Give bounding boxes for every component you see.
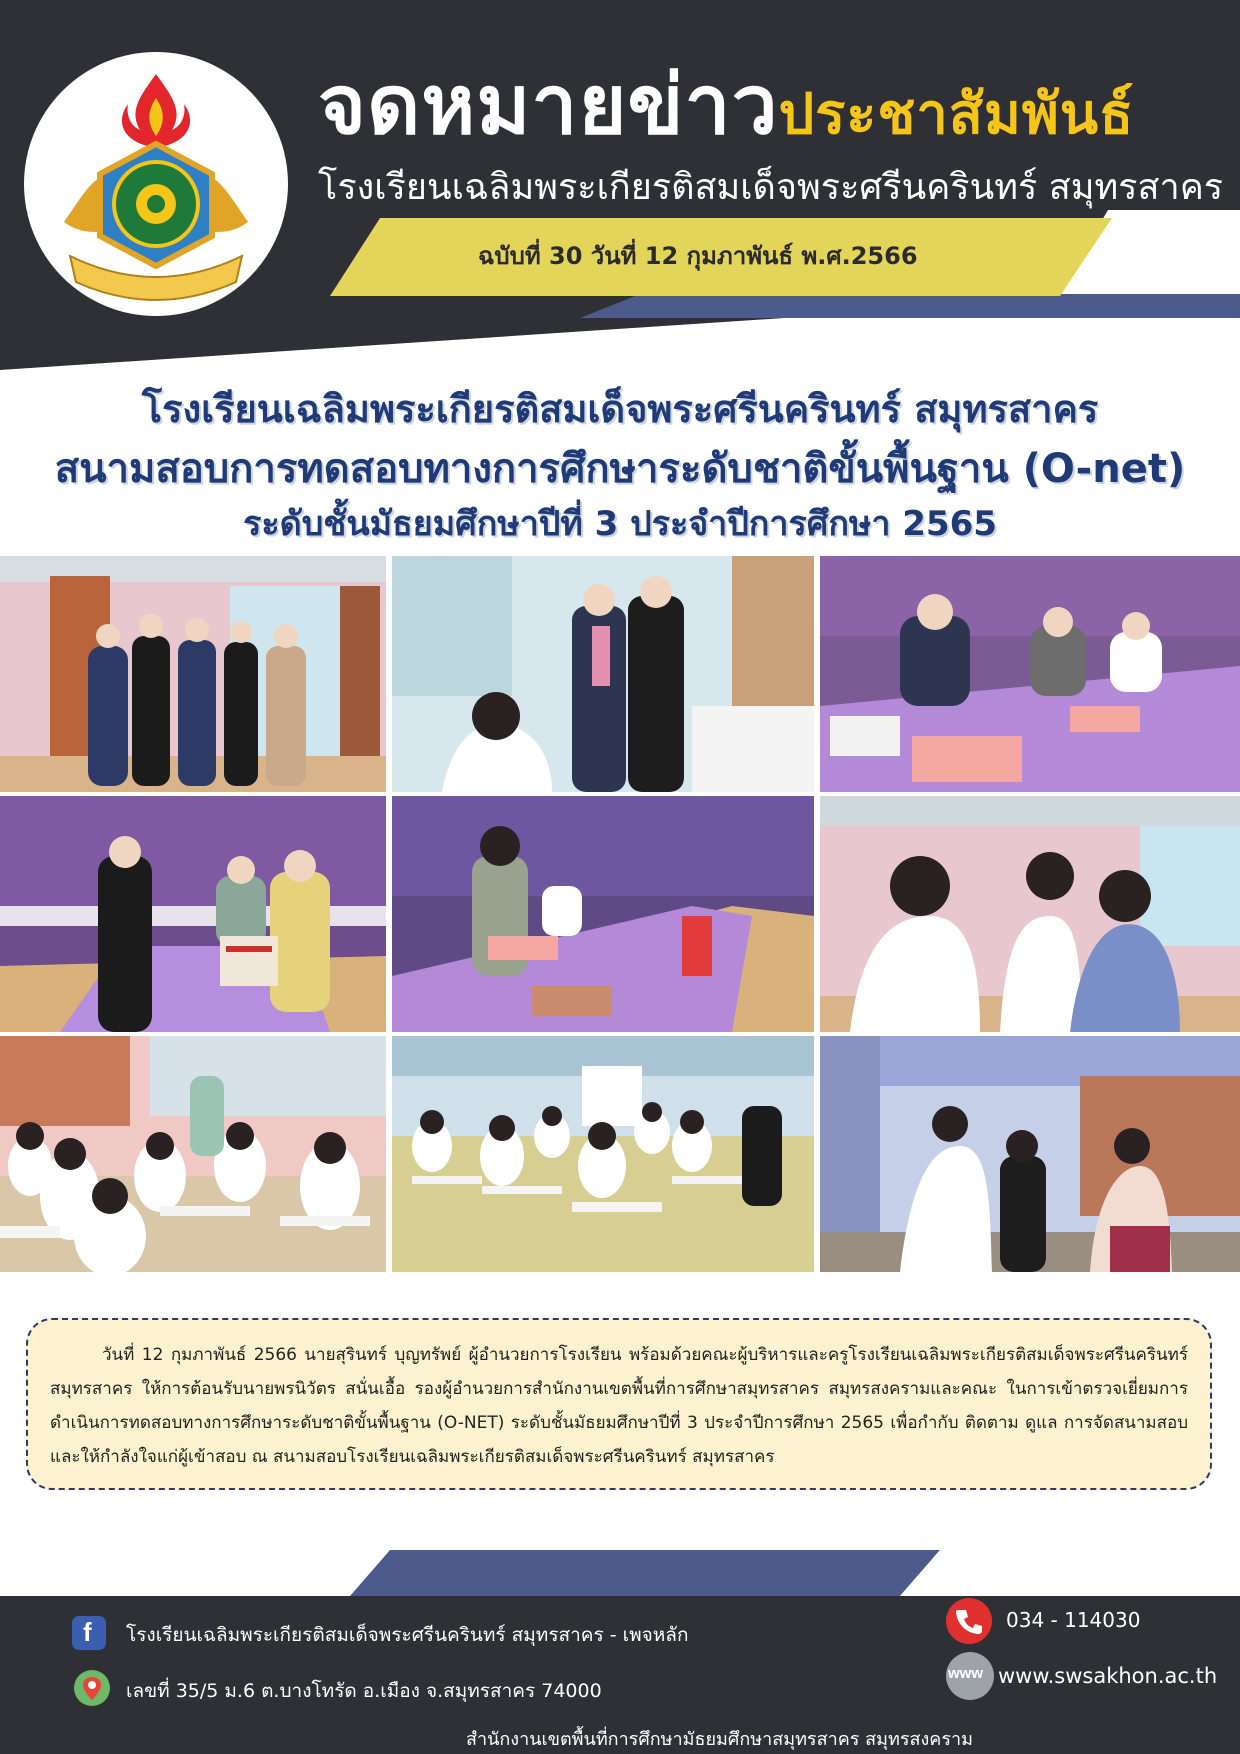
- phone-icon[interactable]: [946, 1598, 992, 1644]
- map-pin-icon: [74, 1670, 110, 1706]
- headline-exam-center: สนามสอบการทดสอบทางการศึกษาระดับชาติขั้นพื้นฐาน (O-net): [54, 446, 1186, 492]
- photo-students-testing-1: [0, 1036, 386, 1272]
- school-emblem-icon: [24, 52, 288, 316]
- photo-grid: [0, 556, 1240, 1272]
- photo-students-checkin: [820, 796, 1240, 1032]
- photo-hallway-students: [820, 1036, 1240, 1272]
- header-school-name: โรงเรียนเฉลิมพระเกียรติสมเด็จพระศรีนครินทร์ สมุทรสาคร: [318, 167, 1224, 208]
- title-accent-text: ประชาสัมพันธ์: [778, 82, 1135, 147]
- website-link[interactable]: www.swsakhon.ac.th: [998, 1664, 1218, 1688]
- header-banner: [0, 0, 1240, 370]
- photo-registration-desk: [820, 556, 1240, 792]
- newsletter-title: [318, 40, 1134, 170]
- education-office: สำนักงานเขตพื้นที่การศึกษามัธยมศึกษาสมุทรสาคร สมุทรสงคราม: [466, 1729, 973, 1750]
- news-body-box: [26, 1318, 1212, 1490]
- headline-school: โรงเรียนเฉลิมพระเกียรติสมเด็จพระศรีนครินทร์ สมุทรสาคร: [141, 387, 1099, 431]
- photo-exam-papers-desk: [392, 796, 814, 1032]
- photo-exam-box-check: [0, 796, 386, 1032]
- news-body-text: วันที่ 12 กุมภาพันธ์ 2566 นายสุรินทร์ บุญทรัพย์ ผู้อำนวยการโรงเรียน พร้อมด้วยคณะผู้บริหารและครูโรงเรียนเฉลิมพระเกียรติสมเด็จพระศรีนครินทร์ สมุทรสาคร ให้การต้อนรับนายพรนิวัตร สนั่นเอื้อ รองผู้อำนวยการสำนักงานเขตพื้นที่การศึกษาสมุทรสาคร สมุทรสงครามและคณะ ในการเข้าตรวจเยี่ยมการดำเนินการทดสอบทางการศึกษาระดับชาติขั้นพื้นฐาน (O-NET) ระดับชั้นมัธยมศึกษาปีที่ 3 ประจำปีการศึกษา 2565 เพื่อกำกับ ติดตาม ดูแล การจัดสนามสอบและให้กำลังใจแก่ผู้เข้าสอบ ณ สนามสอบโรงเรียนเฉลิมพระเกียรติสมเด็จพระศรีนครินทร์ สมุทรสาคร: [50, 1345, 1188, 1467]
- headline-level: ระดับชั้นมัธยมศึกษาปีที่ 3 ประจำปีการศึกษา 2565: [243, 504, 997, 544]
- photo-inspection-classroom: [392, 556, 814, 792]
- photo-welcome-group: [0, 556, 386, 792]
- phone-number[interactable]: 034 - 114030: [1006, 1608, 1141, 1632]
- footer: [0, 1550, 1240, 1754]
- header-blue-stripe: [580, 294, 1240, 318]
- facebook-page-link[interactable]: โรงเรียนเฉลิมพระเกียรติสมเด็จพระศรีนครินทร์ สมุทรสาคร - เพจหลัก: [126, 1624, 689, 1646]
- facebook-icon[interactable]: f: [72, 1616, 106, 1650]
- issue-number: ฉบับที่ 30 วันที่ 12 กุมภาพันธ์ พ.ศ.2566: [478, 242, 918, 270]
- school-address: เลขที่ 35/5 ม.6 ต.บางโทรัด อ.เมือง จ.สมุทรสาคร 74000: [126, 1680, 602, 1702]
- www-badge: www: [948, 1665, 984, 1682]
- school-logo: [24, 52, 288, 316]
- photo-students-testing-2: [392, 1036, 814, 1272]
- globe-icon: [946, 1652, 994, 1700]
- title-main-text: จดหมายข่าว: [318, 58, 779, 153]
